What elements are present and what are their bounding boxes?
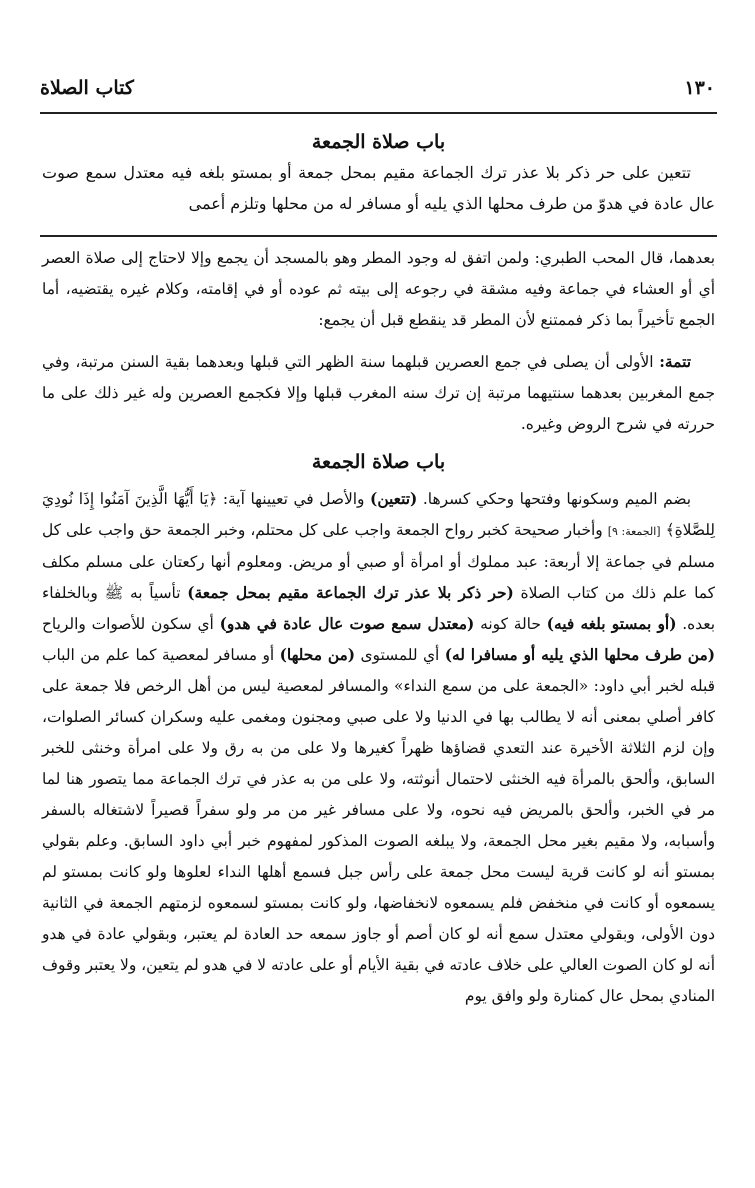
commentary-paragraph-3	[42, 484, 715, 1012]
matn-quote: (حر ذكر بلا عذر ترك الجماعة مقيم بمحل جمعة)	[187, 584, 514, 602]
running-head	[40, 74, 715, 102]
text-segment: أو مسافر لمعصية كما علم من الباب قبله لخبر أبي داود: «الجمعة على من سمع النداء» والمسافر لمعصية ليس من أهل الرخص فلا جمعة على كافر أصلي بمعنى أنه لا يطالب بها في الدنيا ولا على صبي ومجنون ومغمى عليه وسكران كسائر الصلوات، وإن لزم الثلاثة الأخيرة عند التعدي قضاؤها ظهراً كغيرها ولا على من به رق ولا على امرأة وخنثى للخبر السابق، وألحق بالمرأة فيه الخنثى لاحتمال أنوثته، ولا على من به عذر في ترك الجماعة مما يتصور هنا لما مر في الخبر، وألحق بالمريض فيه نحوه، ولا على مسافر غير من مر ولو سفراً قصيراً لاشتغاله بالسفر وأسبابه، ولا مقيم بغير محل الجمعة، ولا يبلغه الصوت المذكور لمفهوم خبر أبي داود السابق. وعلم بقولي بمستو أنه لو كانت قرية ليست محل جمعة على رأس جبل فسمع أهلها النداء لعلوها ولو كانت بمستو لم يسمعوه أو كانت في منخفض فلم يسمعوه لانخفاضها، ولو كانت بمستو لسمعوه لزمتهم الجمعة في الثانية دون الأولى، وبقولي معتدل سمع أنه لو كان أصم أو جاوز سمعه حد العادة لم يعتبر، وبقولي عادة في هدو أنه لو كان الصوت العالي على خلاف عادته في بقية الأيام أو على عادته لا في هدو لم يتعين، ولا يعتبر وقوف المنادي بمحل عال كمنارة ولو وافق يوم	[42, 646, 715, 1005]
matn-text: تتعين على حر ذكر بلا عذر ترك الجماعة مقيم بمحل جمعة أو بمستو بلغه فيه معتدل سمع صوت عال عادة في هدوّ من طرف محلها الذي يليه أو مسافر له من محلها وتلزم أعمى	[42, 163, 715, 213]
text-segment: أي سكون للأصوات والرياح	[42, 615, 220, 633]
text-segment: والأصل في تعيينها آية: ﴿يَا أَيُّهَا الَّذِينَ آمَنُوا إِذَا نُودِيَ لِلصَّلاةِ﴾	[42, 490, 715, 539]
matn-quote: (من محلها)	[279, 646, 356, 664]
commentary-paragraph-2	[42, 347, 715, 440]
matn-quote: (من طرف محلها الذي يليه أو مسافرا له)	[444, 646, 715, 664]
text-segment: أي للمستوى	[355, 646, 445, 664]
matn-quote: (أو بمستو بلغه فيه)	[546, 615, 677, 633]
tatimma-label: تتمة:	[659, 353, 691, 371]
page-number: ١٣٠	[684, 77, 715, 99]
matn-quote: (تتعين)	[370, 490, 418, 508]
chapter-title: كتاب الصلاة	[40, 77, 134, 99]
text-segment: وأخبار صحيحة كخبر رواح الجمعة واجب على كل محتلم، وخبر الجمعة حق واجب على كل مسلم في جماعة إلا أربعة: عبد مملوك أو امرأة أو صبي أو مريض. ومعلوم أنها ركعتان على مسلم مكلف كما علم ذلك من كتاب الصلاة	[42, 521, 716, 602]
matn-block	[42, 127, 715, 219]
matn-commentary-divider	[40, 235, 717, 237]
text-segment: تأسياً به ﷺ وبالخلفاء بعده.	[42, 584, 716, 633]
quran-reference: [الجمعة: ٩]	[607, 525, 661, 538]
commentary-paragraph-1: بعدهما، قال المحب الطبري: ولمن اتفق له وجود المطر وهو بالمسجد أن يجمع وإلا لاحتاج إلى صلاة العصر أي أو العشاء في جماعة وفيه مشقة في رجوعه إلى بيته ثم عوده أو في إقامته، وكلام غيره يقتضيه، أما الجمع تأخيراً بما ذكر فممتنع لأن المطر قد ينقطع قبل أن يجمع:	[42, 249, 715, 329]
matn-section-title: باب صلاة الجمعة	[311, 131, 446, 153]
text-segment: حالة كونه	[474, 615, 547, 633]
matn-quote: (معتدل سمع صوت عال عادة في هدو)	[219, 615, 475, 633]
header-rule	[40, 112, 717, 114]
tatimma-text: الأولى أن يصلى في جمع العصرين قبلهما سنة الظهر التي قبلها وبعدهما بقية السنن مرتبة، وفي جمع المغربين بعدهما سنتيهما مرتبة إن ترك سنه المغرب قبلها وإلا فكجمع العصرين وله غير ذلك على ما حررته في شرح الروض وغيره.	[42, 353, 715, 433]
commentary-block	[42, 243, 715, 1012]
text-segment: بضم الميم وسكونها وفتحها وحكي كسرها.	[417, 490, 691, 508]
commentary-section-title: باب صلاة الجمعة	[311, 451, 446, 473]
